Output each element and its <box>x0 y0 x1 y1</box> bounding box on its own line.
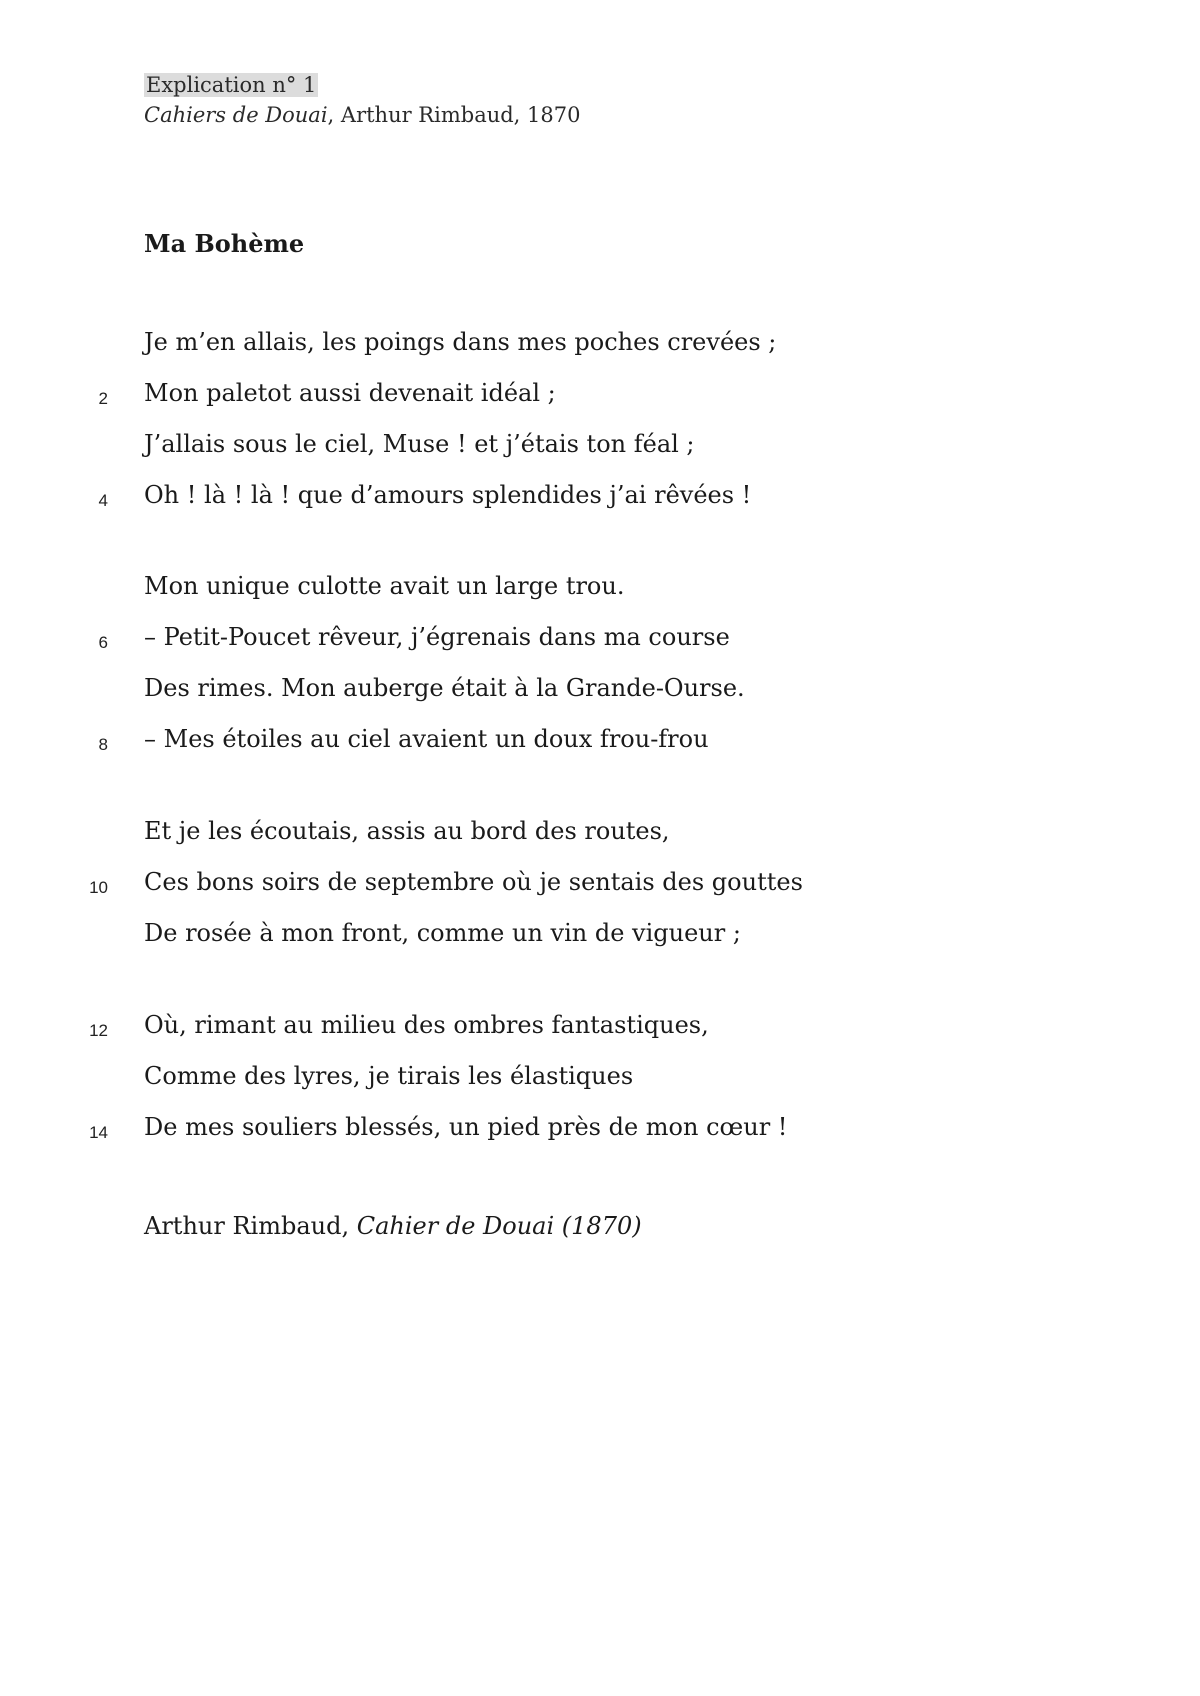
header-label-line <box>144 70 580 100</box>
verse-line <box>0 1111 1200 1162</box>
verse-line <box>0 672 1200 723</box>
verse-text: De rosée à mon front, comme un vin de vigueur ; <box>144 919 741 947</box>
verse-line <box>0 377 1200 428</box>
verse-line <box>0 723 1200 774</box>
verse-line <box>0 570 1200 621</box>
verse-number: 2 <box>98 389 108 408</box>
verse-line <box>0 866 1200 917</box>
verse-text: – Mes étoiles au ciel avaient un doux frou-frou <box>144 725 709 753</box>
verse-line <box>0 1009 1200 1060</box>
verse-text: De mes souliers blessés, un pied près de mon cœur ! <box>144 1113 788 1141</box>
stanza-4 <box>0 1009 1200 1162</box>
header-source-line <box>144 100 580 130</box>
stanza-1 <box>0 326 1200 530</box>
poem-title: Ma Bohème <box>144 229 305 258</box>
verse-number: 6 <box>98 633 108 652</box>
stanza-2 <box>0 570 1200 774</box>
verse-line <box>0 917 1200 968</box>
verse-text: Ces bons soirs de septembre où je sentais des gouttes <box>144 868 803 896</box>
verse-text: Des rimes. Mon auberge était à la Grande-Ourse. <box>144 674 745 702</box>
source-author-year: , Arthur Rimbaud, 1870 <box>327 103 581 127</box>
verse-text: Comme des lyres, je tirais les élastiques <box>144 1062 634 1090</box>
signature-work: Cahier de Douai (1870) <box>356 1212 642 1240</box>
verse-line <box>0 479 1200 530</box>
signature-author: Arthur Rimbaud, <box>144 1212 357 1240</box>
verse-number: 14 <box>89 1123 108 1142</box>
stanza-3 <box>0 815 1200 968</box>
verse-text: Où, rimant au milieu des ombres fantastiques, <box>144 1011 709 1039</box>
verse-number: 12 <box>89 1021 108 1040</box>
verse-text: Et je les écoutais, assis au bord des routes, <box>144 817 670 845</box>
verse-text: J’allais sous le ciel, Muse ! et j’étais ton féal ; <box>144 430 695 458</box>
explication-label: Explication n° 1 <box>146 73 317 97</box>
verse-number: 4 <box>98 491 108 510</box>
verse-line <box>0 1060 1200 1111</box>
verse-number: 8 <box>98 735 108 754</box>
verse-line <box>0 326 1200 377</box>
verse-text: Mon paletot aussi devenait idéal ; <box>144 379 556 407</box>
verse-number: 10 <box>89 878 108 897</box>
document-header <box>144 70 580 130</box>
verse-text: – Petit-Poucet rêveur, j’égrenais dans ma course <box>144 623 730 651</box>
verse-line <box>0 428 1200 479</box>
source-title: Cahiers de Douai <box>144 103 328 127</box>
verse-text: Je m’en allais, les poings dans mes poches crevées ; <box>144 328 777 356</box>
verse-text: Mon unique culotte avait un large trou. <box>144 572 625 600</box>
verse-line <box>0 621 1200 672</box>
poem-signature <box>144 1210 642 1242</box>
verse-text: Oh ! là ! là ! que d’amours splendides j’ai rêvées ! <box>144 481 752 509</box>
verse-line <box>0 815 1200 866</box>
